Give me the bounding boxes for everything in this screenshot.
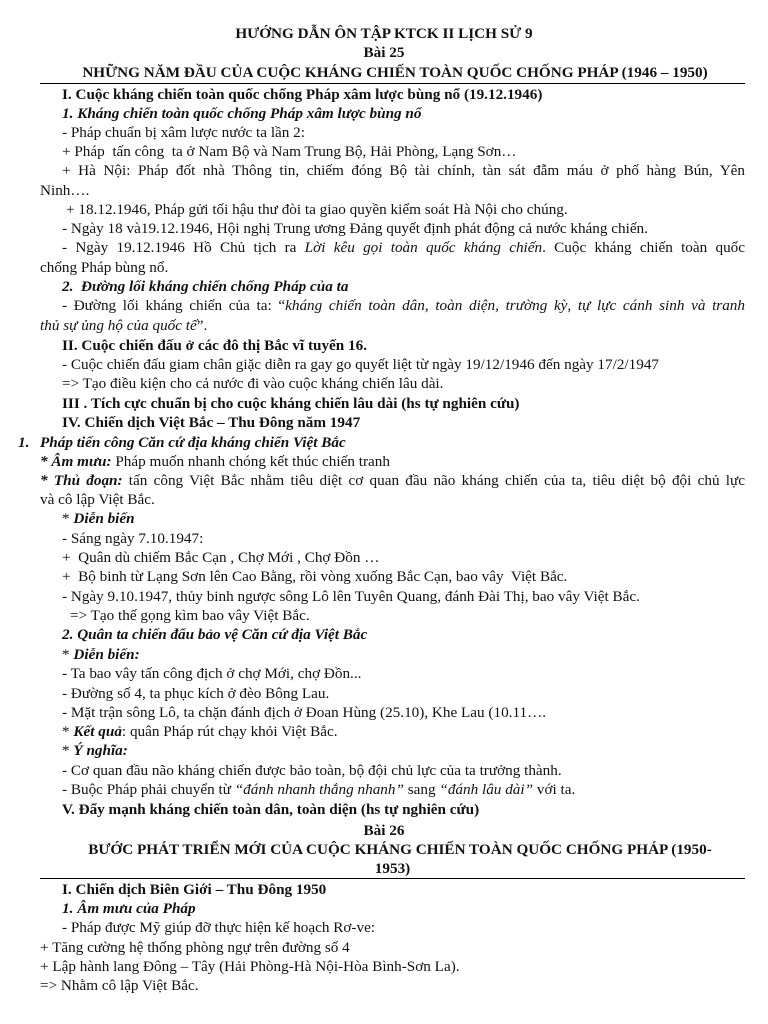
lesson-26-line xyxy=(40,976,199,995)
text-run: - Ngày 19.12.1946 Hồ Chủ tịch ra xyxy=(62,239,305,256)
text-run: thủ sự ủng hộ của quốc tế xyxy=(40,317,197,334)
lesson-25-line xyxy=(40,490,155,509)
lesson-25-line xyxy=(40,452,390,471)
lesson-25-line xyxy=(62,780,575,799)
lesson-25-line xyxy=(62,800,479,819)
text-run: Pháp tiến công Căn cứ địa kháng chiến Việt Bắc xyxy=(40,434,346,451)
text-run: Ý nghĩa: xyxy=(73,742,128,759)
text-run: + Bộ binh từ Lạng Sơn lên Cao Bằng, rồi vòng xuống Bắc Cạn, bao vây Việt Bắc. xyxy=(62,568,568,585)
text-run: Kết quả xyxy=(73,723,122,740)
lesson-25-line xyxy=(62,277,348,296)
text-run: - Buộc Pháp phải chuyển từ xyxy=(62,781,235,798)
text-run: 2. Đường lối kháng chiến chống Pháp của ta xyxy=(62,278,349,295)
lesson-heading-2-line2: 1953) xyxy=(374,860,411,877)
text-run: => Tạo thế gọng kìm bao vây Việt Bắc. xyxy=(70,607,310,624)
text-run: Diễn biến xyxy=(73,510,135,527)
text-run: => Tạo điều kiện cho cả nước đi vào cuộc kháng chiến lâu dài. xyxy=(62,375,444,392)
heading-rule xyxy=(40,83,745,84)
lesson-25-line xyxy=(62,587,640,606)
text-run: * xyxy=(62,742,74,759)
text-run: + Pháp tấn công ta ở Nam Bộ và Nam Trung Bộ, Hải Phòng, Lạng Sơn… xyxy=(62,143,517,160)
lesson-25-line xyxy=(62,741,128,760)
lesson-25-line xyxy=(62,529,203,548)
text-run: - Pháp chuẩn bị xâm lược nước ta lần 2: xyxy=(62,124,305,141)
text-run: - Đường số 4, ta phục kích ở đèo Bông Lau. xyxy=(62,685,330,702)
lesson-label-2: Bài 26 xyxy=(363,822,405,839)
text-run: * Thủ đoạn: xyxy=(40,472,123,489)
lesson-25-line xyxy=(62,161,745,180)
text-run: + 18.12.1946, Pháp gửi tối hậu thư đòi ta giao quyền kiểm soát Hà Nội cho chúng. xyxy=(66,201,568,218)
lesson-25-line xyxy=(62,142,517,161)
text-run: “đánh nhanh thắng nhanh” xyxy=(234,781,404,798)
lesson-25-line xyxy=(62,413,360,432)
lesson-26-line xyxy=(62,880,326,899)
lesson-25-line xyxy=(62,296,745,315)
text-run: với ta. xyxy=(533,781,576,798)
text-run: - Ngày 9.10.1947, thủy binh ngược sông Lô lên Tuyên Quang, đánh Đài Thị, bao vây Việt Bắc. xyxy=(62,588,640,605)
heading-rule-2 xyxy=(40,878,745,879)
lesson-heading: NHỮNG NĂM ĐẦU CỦA CUỘC KHÁNG CHIẾN TOÀN QUỐC CHỐNG PHÁP (1946 – 1950) xyxy=(82,64,708,81)
lesson-25-line xyxy=(62,703,546,722)
lesson-26-line xyxy=(62,918,375,937)
lesson-25-line xyxy=(62,664,361,683)
text-run: - Ta bao vây tấn công địch ở chợ Mới, chợ Đồn... xyxy=(62,665,362,682)
text-run: * Âm mưu: xyxy=(40,453,112,470)
lesson-25-line xyxy=(62,336,367,355)
text-run: - Cơ quan đầu não kháng chiến được bảo toàn, bộ đội chủ lực của ta trưởng thành. xyxy=(62,762,562,779)
lesson-25-line xyxy=(40,471,745,490)
text-run: Pháp muốn nhanh chóng kết thúc chiến tranh xyxy=(111,453,390,470)
text-run: - Pháp được Mỹ giúp đỡ thực hiện kế hoạch Rơ-ve: xyxy=(62,919,376,936)
lesson-25-line xyxy=(62,684,329,703)
lesson-25-line xyxy=(62,374,443,393)
text-run: + Tăng cường hệ thống phòng ngự trên đường số 4 xyxy=(40,939,350,956)
text-run: tấn công Việt Bắc nhằm tiêu diệt cơ quan đầu não kháng chiến của ta, tiêu diệt bộ đội chủ lực xyxy=(122,472,745,489)
text-run: : quân Pháp rút chạy khỏi Việt Bắc. xyxy=(121,723,338,740)
text-run: Diễn biến: xyxy=(73,646,140,663)
text-run: 1. Âm mưu của Pháp xyxy=(62,900,196,917)
lesson-25-line xyxy=(62,567,567,586)
text-run: Lời kêu gọi toàn quốc kháng chiến xyxy=(304,239,543,256)
lesson-25-line xyxy=(62,238,745,257)
text-run: và cô lập Việt Bắc. xyxy=(40,491,155,508)
lesson-25-line xyxy=(40,316,207,335)
text-run: - Đường lối kháng chiến của ta: “ xyxy=(62,297,286,314)
lesson-25-line xyxy=(62,394,519,413)
lesson-25-line xyxy=(62,85,542,104)
text-run: - Mặt trận sông Lô, ta chặn đánh địch ở Đoan Hùng (25.10), Khe Lau (10.11…. xyxy=(62,704,547,721)
text-run: - Sáng ngày 7.10.1947: xyxy=(62,530,204,547)
lesson-heading-2-line1: BƯỚC PHÁT TRIỂN MỚI CỦA CUỘC KHÁNG CHIẾN TOÀN QUỐC CHỐNG PHÁP (1950- xyxy=(88,841,712,858)
text-run: II. Cuộc chiến đấu ở các đô thị Bắc vĩ tuyến 16. xyxy=(62,337,368,354)
lesson-25-line xyxy=(40,433,346,452)
lesson-25-line xyxy=(62,548,379,567)
text-run: kháng chiến toàn dân, toàn diện, trường kỳ, tự lực cánh sinh và tranh xyxy=(285,297,745,314)
text-run: Ninh…. xyxy=(40,182,90,199)
text-run: => Nhằm cô lập Việt Bắc. xyxy=(40,977,199,994)
text-run: V. Đẩy mạnh kháng chiến toàn dân, toàn diện (hs tự nghiên cứu) xyxy=(62,801,480,818)
lesson-25-line xyxy=(66,200,568,219)
text-run: . Cuộc kháng chiến toàn quốc xyxy=(542,239,746,256)
lesson-label: Bài 25 xyxy=(363,44,405,61)
text-run: III . Tích cực chuẩn bị cho cuộc kháng chiến lâu dài (hs tự nghiên cứu) xyxy=(62,395,520,412)
lesson-25-line xyxy=(40,258,168,277)
lesson-25-line xyxy=(62,123,305,142)
document-title: HƯỚNG DẪN ÔN TẬP KTCK II LỊCH SỬ 9 xyxy=(235,25,533,42)
lesson-26-line xyxy=(40,938,350,957)
lesson-25-line xyxy=(62,761,562,780)
text-run: chống Pháp bùng nổ. xyxy=(40,259,169,276)
text-run: + Lập hành lang Đông – Tây (Hải Phòng-Hà Nội-Hòa Bình-Sơn La). xyxy=(40,958,460,975)
text-run: “đánh lâu dài” xyxy=(439,781,534,798)
text-run: - Cuộc chiến đấu giam chân giặc diễn ra gay go quyết liệt từ ngày 19/12/1946 đến ngày 17/2/1947 xyxy=(62,356,660,373)
text-run: * xyxy=(62,723,74,740)
text-run: * xyxy=(62,510,74,527)
lesson-26-line xyxy=(40,957,460,976)
text-run: sang xyxy=(403,781,440,798)
lesson-25-line xyxy=(62,645,140,664)
text-run: ”. xyxy=(196,317,208,334)
text-run: 1. Kháng chiến toàn quốc chống Pháp xâm lược bùng nổ xyxy=(62,105,422,122)
text-run: I. Chiến dịch Biên Giới – Thu Đông 1950 xyxy=(62,881,327,898)
text-run: 2. Quân ta chiến đấu bảo vệ Căn cứ địa Việt Bắc xyxy=(62,626,368,643)
text-run: I. Cuộc kháng chiến toàn quốc chống Pháp xâm lược bùng nổ (19.12.1946) xyxy=(62,86,543,103)
text-run: - Ngày 18 và19.12.1946, Hội nghị Trung ương Đảng quyết định phát động cả nước kháng chiến. xyxy=(62,220,648,237)
text-run: * xyxy=(62,646,74,663)
lesson-26-line xyxy=(62,899,196,918)
lesson-25-line xyxy=(40,181,89,200)
lesson-25-line xyxy=(62,219,648,238)
lesson-25-line xyxy=(62,625,367,644)
lesson-25-line xyxy=(62,509,135,528)
text-run: + Hà Nội: Pháp đốt nhà Thông tin, chiếm đóng Bộ tài chính, tàn sát đẫm máu ở phố hàng Bún, Yên xyxy=(62,162,745,179)
lesson-25-line xyxy=(62,722,338,741)
list-marker: 1. xyxy=(18,434,30,451)
lesson-25-line xyxy=(62,104,421,123)
lesson-25-line xyxy=(70,606,310,625)
lesson-25-line xyxy=(62,355,659,374)
text-run: IV. Chiến dịch Việt Bắc – Thu Đông năm 1947 xyxy=(62,414,361,431)
text-run: + Quân dù chiếm Bắc Cạn , Chợ Mới , Chợ Đồn … xyxy=(62,549,380,566)
